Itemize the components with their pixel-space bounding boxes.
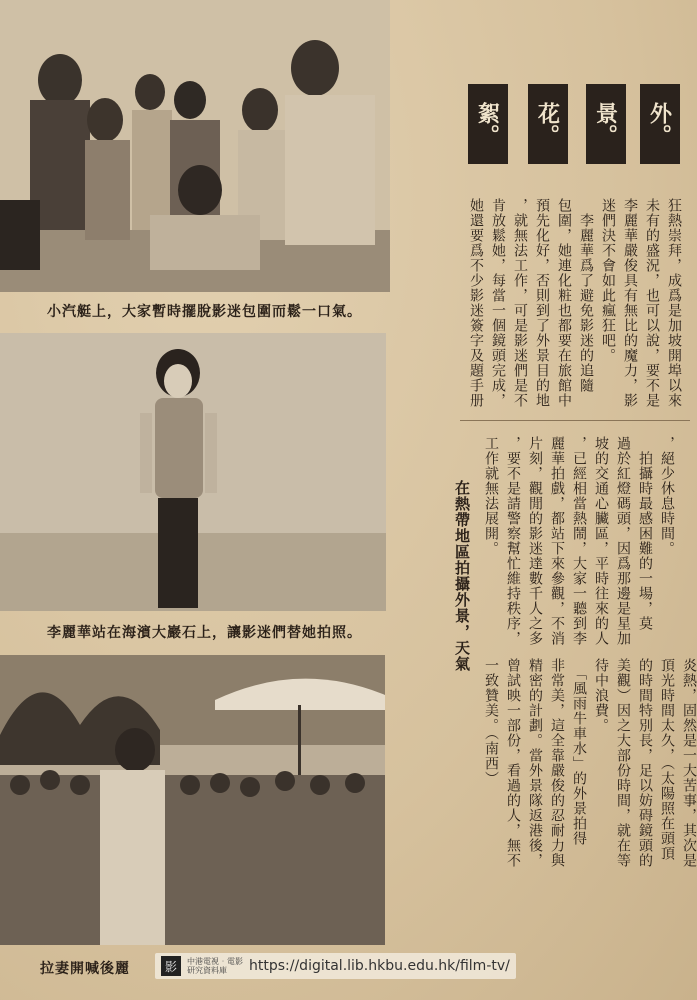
photo-caption-1: 小汽艇上，大家暫時擺脫影迷包圍而鬆一口氣。 [47,304,362,320]
photo-caption-3: 拉妻開喊後麗 [40,961,130,977]
photo-caption-2: 李麗華站在海濱大巖石上，讓影迷們替她拍照。 [47,625,362,641]
archive-org-name: 中港電視‧電影 研究資料庫 [187,957,243,975]
archive-watermark [155,953,516,979]
title-char-4: 絮。 [468,84,508,164]
title-char-2: 景。 [586,84,626,164]
article-paragraph-2: ，絕少休息時間。 拍攝時最感困難的一場，莫 過於紅燈碼頭，因爲那邊是星加 坡的交通心臟區，平時往來的人 ，已經相當熱鬧，大家一聽到李 麗華拍戲，都站下來參觀，不消 片刻，觀閒的影迷達數千人之多 ，要不是請警察幫忙維持秩序， 工作就無法展開。 [483,436,675,646]
article-paragraph-3: 炎熱，固然是一大苦事，其次是 頂光時間太久，（太陽照在頭頂 的時間特別長，足以妨碍鏡頭的 美觀）因之大部份時間，就在等 待中浪費。 「風雨牛車水」的外景拍得 非常美，這全靠嚴俊的忍耐力與 精密的計劃。當外景隊返港後， 曾試映一部份，看過的人，無不 一致贊美。（南西） [483,658,697,868]
archive-url[interactable]: https://digital.lib.hkbu.edu.hk/film-tv/ [249,958,510,974]
photo-crowd-on-car [0,0,390,292]
section-heading: 在熱帶地區拍攝外景，天氣 [453,480,471,672]
article-paragraph-1: 狂熱崇拜，成爲是加坡開埠以來 未有的盛況，也可以說，要不是 李麗華嚴俊具有無比的魔力，影 迷們決不會如此瘋狂吧。 李麗華爲了避免影迷的追隨 包圍，她連化粧也都要在旅館中 預先化好，否則到了外景目的地 ，就無法工作，可是影迷們是不 肯放鬆她，每當一個鏡頭完成， 她還要爲不少影迷簽字及題手册 [468,198,682,408]
photo-crowd-with-umbrella [0,655,385,945]
archive-logo-icon: 影 [161,956,181,976]
title-char-3: 花。 [528,84,568,164]
title-char-1: 外。 [640,84,680,164]
divider [460,420,690,421]
photo-actress-standing [0,333,386,611]
